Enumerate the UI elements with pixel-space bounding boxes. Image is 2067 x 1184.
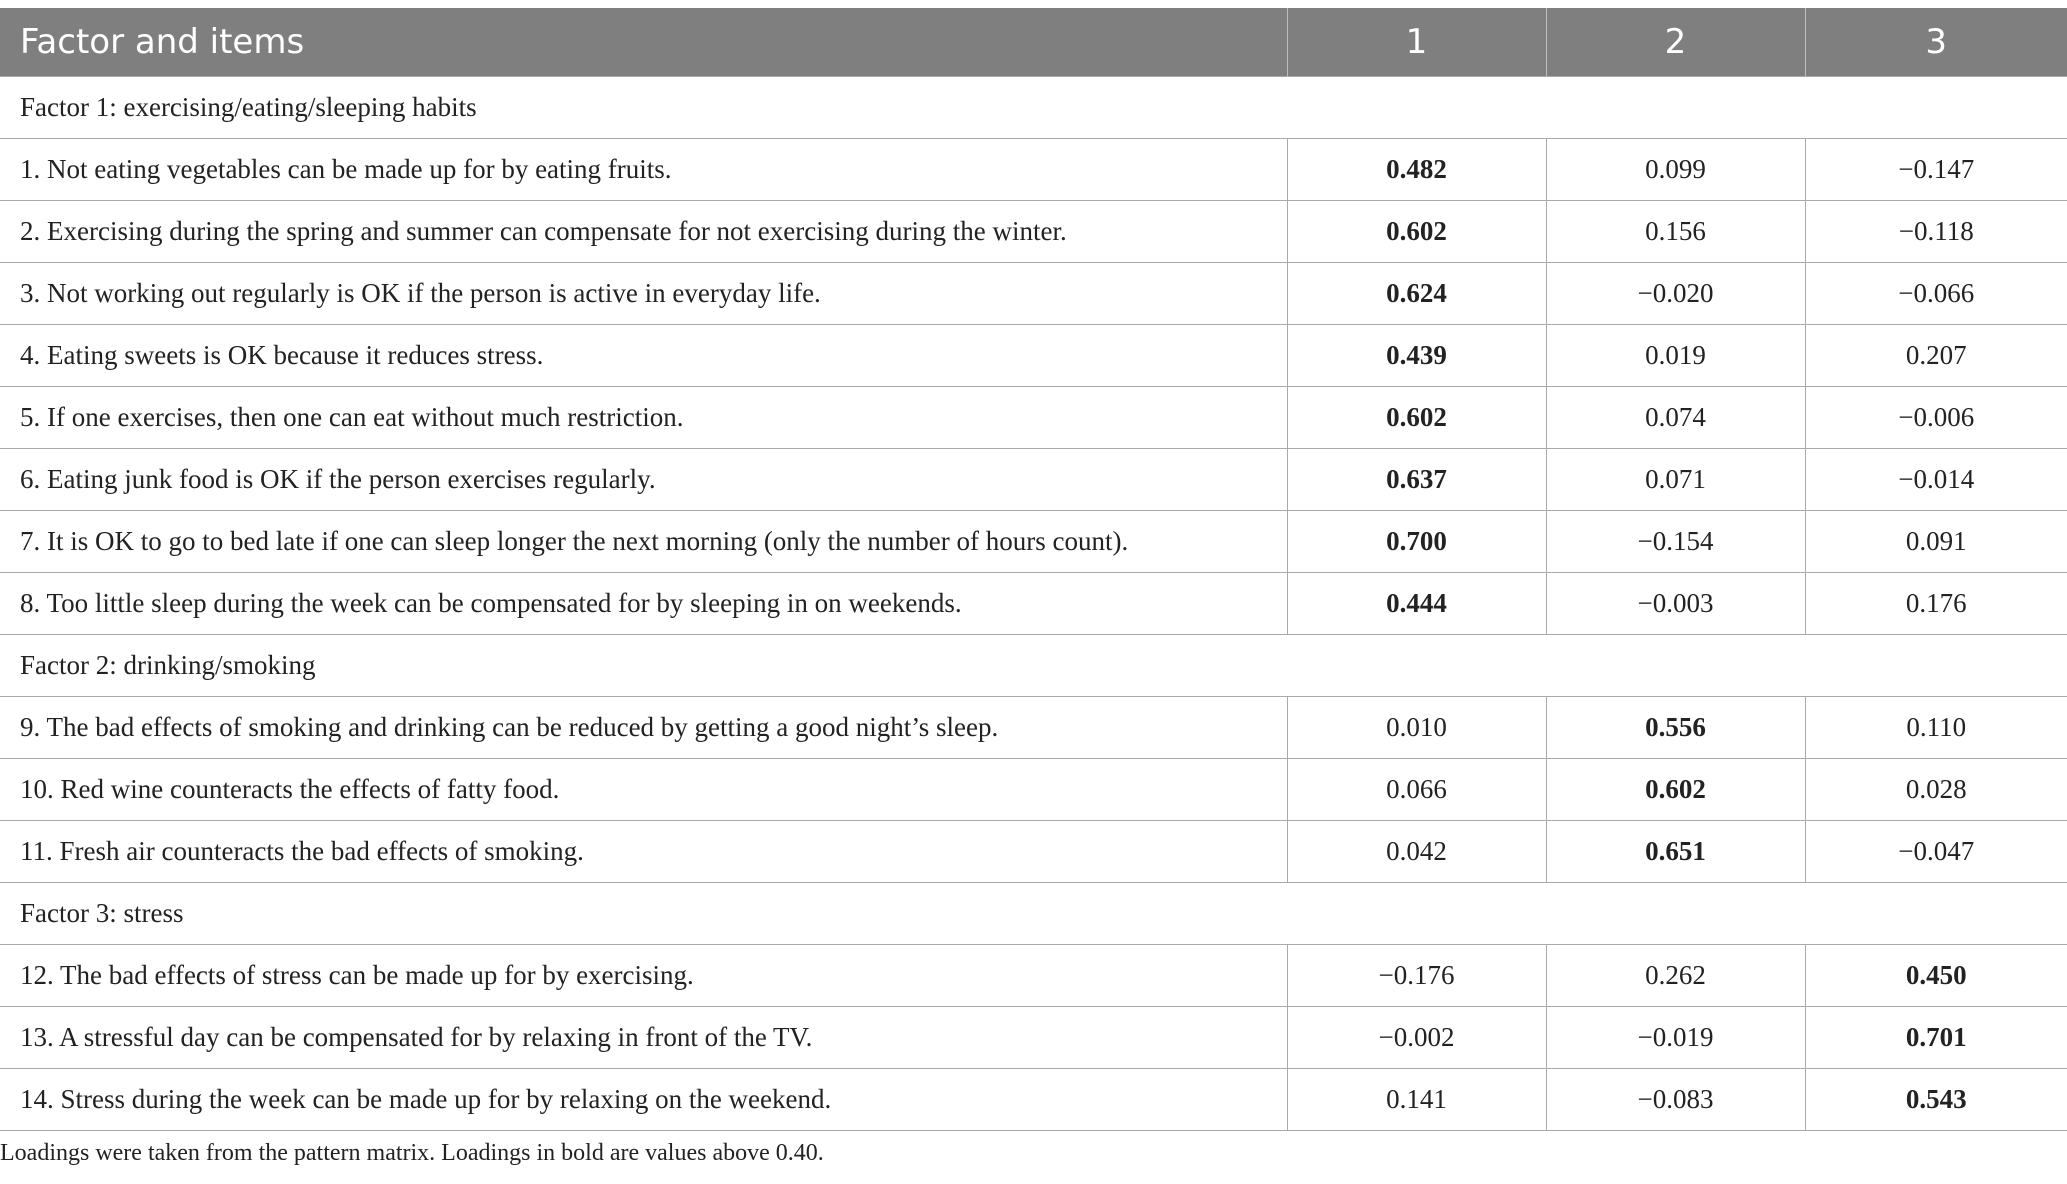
factor-group-row bbox=[0, 77, 2067, 139]
item-text: 13. A stressful day can be compensated for by relaxing in front of the TV. bbox=[0, 1007, 1287, 1069]
loading-value-factor-2: −0.154 bbox=[1546, 511, 1805, 573]
loading-value-factor-3: −0.066 bbox=[1805, 263, 2067, 325]
loading-value-factor-2: −0.083 bbox=[1546, 1069, 1805, 1131]
loading-value-factor-1: 0.444 bbox=[1287, 573, 1546, 635]
factor-group-title: Factor 2: drinking/smoking bbox=[0, 635, 2067, 697]
table-row bbox=[0, 139, 2067, 201]
factor-group-title: Factor 1: exercising/eating/sleeping habits bbox=[0, 77, 2067, 139]
loading-value-factor-1: 0.439 bbox=[1287, 325, 1546, 387]
loading-value-factor-3: −0.014 bbox=[1805, 449, 2067, 511]
factor-group-row bbox=[0, 883, 2067, 945]
factor-group-title: Factor 3: stress bbox=[0, 883, 2067, 945]
loading-value-factor-3: 0.543 bbox=[1805, 1069, 2067, 1131]
item-text: 7. It is OK to go to bed late if one can sleep longer the next morning (only the number of hours count). bbox=[0, 511, 1287, 573]
loading-value-factor-2: 0.651 bbox=[1546, 821, 1805, 883]
loading-value-factor-3: 0.701 bbox=[1805, 1007, 2067, 1069]
table-row bbox=[0, 697, 2067, 759]
loading-value-factor-2: 0.019 bbox=[1546, 325, 1805, 387]
loading-value-factor-1: 0.624 bbox=[1287, 263, 1546, 325]
item-text: 9. The bad effects of smoking and drinking can be reduced by getting a good night’s sleep. bbox=[0, 697, 1287, 759]
item-text: 12. The bad effects of stress can be made up for by exercising. bbox=[0, 945, 1287, 1007]
loading-value-factor-2: 0.074 bbox=[1546, 387, 1805, 449]
table-row bbox=[0, 201, 2067, 263]
loading-value-factor-3: −0.006 bbox=[1805, 387, 2067, 449]
loading-value-factor-1: −0.176 bbox=[1287, 945, 1546, 1007]
item-text: 3. Not working out regularly is OK if the person is active in everyday life. bbox=[0, 263, 1287, 325]
loading-value-factor-2: −0.020 bbox=[1546, 263, 1805, 325]
table-row bbox=[0, 387, 2067, 449]
item-text: 8. Too little sleep during the week can be compensated for by sleeping in on weekends. bbox=[0, 573, 1287, 635]
item-text: 10. Red wine counteracts the effects of fatty food. bbox=[0, 759, 1287, 821]
loading-value-factor-2: 0.262 bbox=[1546, 945, 1805, 1007]
item-text: 5. If one exercises, then one can eat without much restriction. bbox=[0, 387, 1287, 449]
table-row bbox=[0, 945, 2067, 1007]
item-text: 2. Exercising during the spring and summer can compensate for not exercising during the winter. bbox=[0, 201, 1287, 263]
table-row bbox=[0, 821, 2067, 883]
item-text: 1. Not eating vegetables can be made up for by eating fruits. bbox=[0, 139, 1287, 201]
item-text: 14. Stress during the week can be made up for by relaxing on the weekend. bbox=[0, 1069, 1287, 1131]
factor-loadings-table bbox=[0, 8, 2067, 1131]
table-row bbox=[0, 759, 2067, 821]
item-text: 6. Eating junk food is OK if the person exercises regularly. bbox=[0, 449, 1287, 511]
table-row bbox=[0, 263, 2067, 325]
loading-value-factor-1: 0.066 bbox=[1287, 759, 1546, 821]
loading-value-factor-1: 0.637 bbox=[1287, 449, 1546, 511]
loading-value-factor-1: −0.002 bbox=[1287, 1007, 1546, 1069]
loading-value-factor-3: 0.091 bbox=[1805, 511, 2067, 573]
loading-value-factor-1: 0.482 bbox=[1287, 139, 1546, 201]
loading-value-factor-3: 0.110 bbox=[1805, 697, 2067, 759]
table-row bbox=[0, 1069, 2067, 1131]
loading-value-factor-2: −0.019 bbox=[1546, 1007, 1805, 1069]
loading-value-factor-1: 0.010 bbox=[1287, 697, 1546, 759]
loading-value-factor-3: −0.118 bbox=[1805, 201, 2067, 263]
table-row bbox=[0, 511, 2067, 573]
header-column-3: 3 bbox=[1805, 8, 2067, 77]
table-footnote: Loadings were taken from the pattern matrix. Loadings in bold are values above 0.40. bbox=[0, 1140, 824, 1166]
loading-value-factor-3: −0.147 bbox=[1805, 139, 2067, 201]
loading-value-factor-1: 0.141 bbox=[1287, 1069, 1546, 1131]
header-column-2: 2 bbox=[1546, 8, 1805, 77]
loading-value-factor-3: 0.028 bbox=[1805, 759, 2067, 821]
item-text: 11. Fresh air counteracts the bad effects of smoking. bbox=[0, 821, 1287, 883]
loading-value-factor-2: −0.003 bbox=[1546, 573, 1805, 635]
loading-value-factor-2: 0.556 bbox=[1546, 697, 1805, 759]
loading-value-factor-3: 0.207 bbox=[1805, 325, 2067, 387]
table-row bbox=[0, 1007, 2067, 1069]
loading-value-factor-3: 0.176 bbox=[1805, 573, 2067, 635]
header-column-1: 1 bbox=[1287, 8, 1546, 77]
table-row bbox=[0, 449, 2067, 511]
table-body bbox=[0, 77, 2067, 1131]
loading-value-factor-1: 0.602 bbox=[1287, 387, 1546, 449]
loading-value-factor-2: 0.099 bbox=[1546, 139, 1805, 201]
loading-value-factor-2: 0.602 bbox=[1546, 759, 1805, 821]
table-row bbox=[0, 573, 2067, 635]
table-header-row bbox=[0, 8, 2067, 77]
loadings-table-container bbox=[0, 8, 2067, 1131]
loading-value-factor-1: 0.602 bbox=[1287, 201, 1546, 263]
table-row bbox=[0, 325, 2067, 387]
item-text: 4. Eating sweets is OK because it reduces stress. bbox=[0, 325, 1287, 387]
loading-value-factor-1: 0.042 bbox=[1287, 821, 1546, 883]
loading-value-factor-3: 0.450 bbox=[1805, 945, 2067, 1007]
loading-value-factor-2: 0.156 bbox=[1546, 201, 1805, 263]
loading-value-factor-2: 0.071 bbox=[1546, 449, 1805, 511]
factor-group-row bbox=[0, 635, 2067, 697]
header-factor-and-items: Factor and items bbox=[0, 8, 1287, 77]
loading-value-factor-3: −0.047 bbox=[1805, 821, 2067, 883]
loading-value-factor-1: 0.700 bbox=[1287, 511, 1546, 573]
